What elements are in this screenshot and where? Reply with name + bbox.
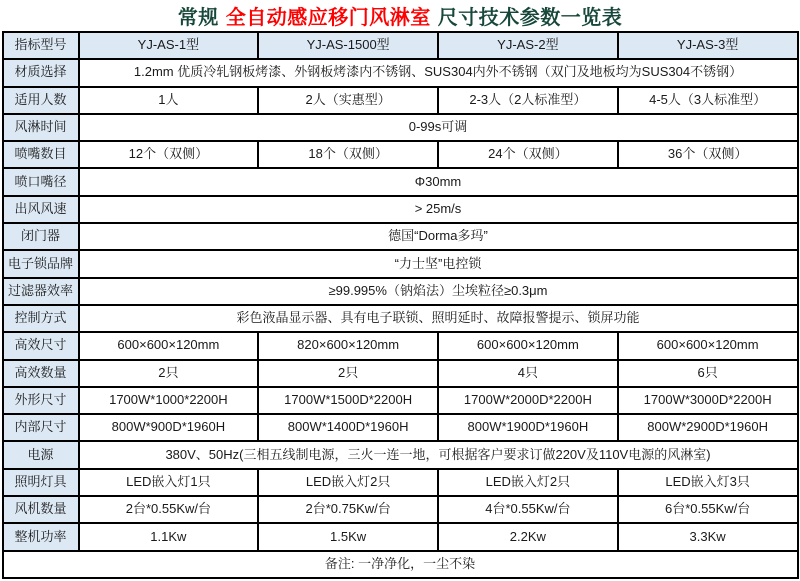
spec-row [3, 196, 798, 223]
title-suffix: 尺寸技术参数一览表 [437, 7, 623, 29]
row-label: 材质选择 [3, 59, 79, 86]
spec-value: 1700W*1500D*2200H [258, 387, 438, 414]
spec-row [3, 141, 798, 168]
spec-row [3, 387, 798, 414]
spec-value-span: “力士坚”电控锁 [79, 250, 798, 277]
spec-value: 4只 [438, 360, 618, 387]
row-label: 外形尺寸 [3, 387, 79, 414]
row-label: 内部尺寸 [3, 414, 79, 441]
footer-row [3, 551, 798, 578]
spec-row [3, 332, 798, 359]
spec-value: 1700W*2000D*2200H [438, 387, 618, 414]
title-prefix: 常规 [177, 7, 219, 29]
spec-value: LED嵌入灯3只 [618, 469, 798, 496]
spec-row [3, 414, 798, 441]
spec-value: 1700W*1000*2200H [79, 387, 259, 414]
spec-value-span: 1.2mm 优质冷轧钢板烤漆、外钢板烤漆内不锈钢、SUS304内外不锈钢（双门及地板均为SUS304不锈钢） [79, 59, 798, 86]
spec-value: 6台*0.55Kw/台 [618, 496, 798, 523]
spec-row [3, 305, 798, 332]
spec-row [3, 441, 798, 468]
spec-value: 2台*0.55Kw/台 [79, 496, 259, 523]
spec-row [3, 360, 798, 387]
model-header: YJ-AS-2型 [438, 32, 618, 59]
row-label: 整机功率 [3, 523, 79, 550]
row-label: 高效尺寸 [3, 332, 79, 359]
spec-value: 600×600×120mm [79, 332, 259, 359]
row-label: 适用人数 [3, 87, 79, 114]
row-label: 过滤器效率 [3, 278, 79, 305]
row-label: 出风风速 [3, 196, 79, 223]
spec-value-span: ≥99.995%（钠焰法）尘埃粒径≥0.3μm [79, 278, 798, 305]
spec-value: 1700W*3000D*2200H [618, 387, 798, 414]
spec-value: 2只 [258, 360, 438, 387]
row-label: 电子锁品牌 [3, 250, 79, 277]
spec-row [3, 250, 798, 277]
spec-row [3, 223, 798, 250]
page-title [0, 0, 800, 31]
row-label: 风淋时间 [3, 114, 79, 141]
row-label: 闭门器 [3, 223, 79, 250]
spec-value: 18个（双侧） [258, 141, 438, 168]
spec-value-span: > 25m/s [79, 196, 798, 223]
spec-value: 600×600×120mm [438, 332, 618, 359]
model-header: YJ-AS-3型 [618, 32, 798, 59]
spec-value: 3.3Kw [618, 523, 798, 550]
model-header: YJ-AS-1型 [79, 32, 259, 59]
spec-row [3, 168, 798, 195]
row-label: 电源 [3, 441, 79, 468]
header-corner-label: 指标型号 [3, 32, 79, 59]
spec-value: 24个（双侧） [438, 141, 618, 168]
spec-value: 800W*900D*1960H [79, 414, 259, 441]
spec-row [3, 496, 798, 523]
spec-value: 2人（实惠型） [258, 87, 438, 114]
spec-value: 1.1Kw [79, 523, 259, 550]
spec-value-span: 380V、50Hz(三相五线制电源，三火一连一地，可根据客户要求订做220V及110V电源的风淋室) [79, 441, 798, 468]
spec-row [3, 87, 798, 114]
spec-value: LED嵌入灯2只 [258, 469, 438, 496]
row-label: 照明灯具 [3, 469, 79, 496]
row-label: 喷嘴数目 [3, 141, 79, 168]
spec-value: LED嵌入灯1只 [79, 469, 259, 496]
spec-value: LED嵌入灯2只 [438, 469, 618, 496]
spec-value: 820×600×120mm [258, 332, 438, 359]
model-header: YJ-AS-1500型 [258, 32, 438, 59]
row-label: 风机数量 [3, 496, 79, 523]
row-label: 控制方式 [3, 305, 79, 332]
spec-value: 800W*1900D*1960H [438, 414, 618, 441]
row-label: 高效数量 [3, 360, 79, 387]
spec-row [3, 59, 798, 86]
row-label: 喷口嘴径 [3, 168, 79, 195]
spec-row [3, 278, 798, 305]
spec-value-span: 彩色液晶显示器、具有电子联锁、照明延时、故障报警提示、锁屏功能 [79, 305, 798, 332]
spec-row [3, 469, 798, 496]
spec-value: 1人 [79, 87, 259, 114]
title-highlight: 全自动感应移门风淋室 [225, 7, 431, 29]
spec-value-span: 0-99s可调 [79, 114, 798, 141]
spec-value-span: 德国“Dorma多玛” [79, 223, 798, 250]
spec-value: 1.5Kw [258, 523, 438, 550]
spec-value: 2-3人（2人标准型） [438, 87, 618, 114]
spec-table [2, 31, 799, 579]
spec-value: 4-5人（3人标准型） [618, 87, 798, 114]
spec-row [3, 114, 798, 141]
spec-value: 36个（双侧） [618, 141, 798, 168]
spec-value: 6只 [618, 360, 798, 387]
spec-value: 12个（双侧） [79, 141, 259, 168]
spec-value-span: Φ30mm [79, 168, 798, 195]
spec-value: 800W*1400D*1960H [258, 414, 438, 441]
spec-value: 2只 [79, 360, 259, 387]
header-row [3, 32, 798, 59]
spec-table-body [3, 32, 798, 578]
spec-value: 4台*0.55Kw/台 [438, 496, 618, 523]
spec-value: 600×600×120mm [618, 332, 798, 359]
remark-footer: 备注: 一净净化，一尘不染 [3, 551, 798, 578]
spec-row [3, 523, 798, 550]
spec-value: 2台*0.75Kw/台 [258, 496, 438, 523]
spec-value: 800W*2900D*1960H [618, 414, 798, 441]
spec-value: 2.2Kw [438, 523, 618, 550]
